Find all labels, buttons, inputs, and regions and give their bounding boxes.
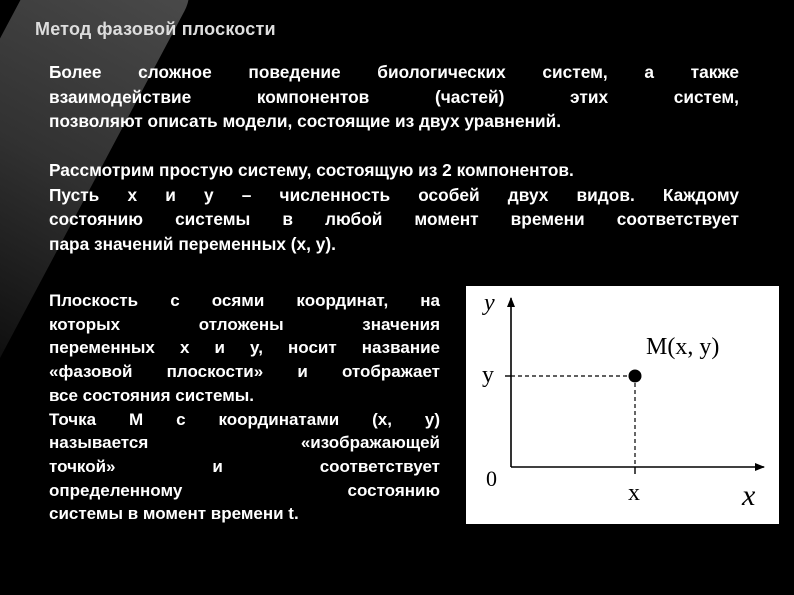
text-line: состоянию системы в любой момент времени соответствует — [49, 209, 739, 229]
origin-label: 0 — [486, 466, 497, 491]
phase-plane-diagram — [466, 286, 779, 524]
text-line: системы в момент времени t. — [49, 504, 299, 524]
text-line: Рассмотрим простую систему, состоящую из 2 компонентов. — [49, 160, 574, 180]
paragraph-phase-plane — [49, 289, 440, 526]
text-line: Точка M с координатами (x, y) — [49, 409, 440, 429]
paragraph-system — [49, 158, 739, 256]
point-m — [629, 370, 642, 383]
text-line: Более сложное поведение биологических систем, а также — [49, 62, 739, 82]
text-line: переменных x и y, носит название — [49, 338, 440, 358]
text-line: которых отложены значения — [49, 314, 440, 334]
text-line: все состояния системы. — [49, 385, 255, 405]
text-line: определенному состоянию — [49, 480, 440, 500]
text-line: точкой» и соответствует — [49, 456, 440, 476]
text-line: «фазовой плоскости» и отображает — [49, 362, 440, 382]
point-y-label: y — [482, 362, 494, 388]
x-axis-label: x — [742, 479, 756, 512]
paragraph-intro — [49, 60, 739, 134]
text-line: взаимодействие компонентов (частей) этих систем, — [49, 86, 739, 107]
y-axis-label: y — [484, 290, 495, 316]
text-line: позволяют описать модели, состоящие из двух уравнений. — [49, 111, 562, 131]
point-label: M(x, y) — [646, 334, 720, 360]
slide-title: Метод фазовой плоскости — [35, 19, 276, 39]
text-line: Плоскость с осями координат, на — [49, 291, 440, 310]
text-line: пара значений переменных (x, y). — [49, 233, 336, 254]
text-line: называется «изображающей — [49, 433, 440, 453]
text-line: Пусть x и y – численность особей двух видов. Каждому — [49, 184, 739, 205]
point-x-label: x — [628, 480, 640, 506]
